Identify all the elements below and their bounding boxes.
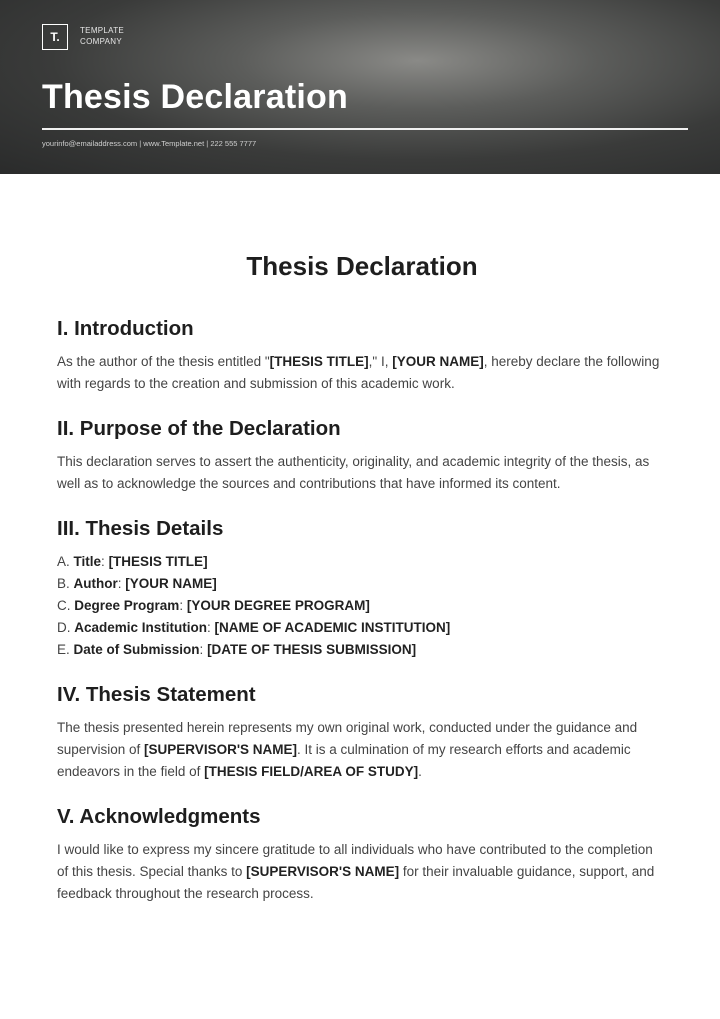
section-heading: IV. Thesis Statement xyxy=(57,683,256,706)
text-run: I would like to express my sincere gratitude to all individuals who have contributed to the completion of this thesis. Special thanks to xyxy=(57,842,653,879)
company-line-2: COMPANY xyxy=(80,37,122,46)
detail-label: Degree Program xyxy=(74,598,180,613)
list-marker: A. xyxy=(57,554,70,569)
text-run: . It is a culmination of my research efforts and academic endeavors in the field of xyxy=(57,742,631,779)
placeholder-supervisor-name: [SUPERVISOR'S NAME] xyxy=(246,864,400,879)
section-introduction xyxy=(57,317,667,395)
contact-email[interactable]: yourinfo@emailaddress.com xyxy=(42,139,138,148)
list-marker: D. xyxy=(57,620,71,635)
contact-phone: 222 555 7777 xyxy=(210,139,257,148)
section-heading: III. Thesis Details xyxy=(57,517,224,540)
list-item: D. Academic Institution: [NAME OF ACADEMIC INSTITUTION] xyxy=(57,620,451,635)
placeholder-thesis-field: [THESIS FIELD/AREA OF STUDY] xyxy=(204,764,419,779)
text-run: The thesis presented herein represents my own original work, conducted under the guidance and supervision of xyxy=(57,720,638,757)
details-list xyxy=(57,551,667,661)
logo-letter: T. xyxy=(50,30,60,44)
section-heading: II. Purpose of the Declaration xyxy=(57,417,341,440)
section-paragraph xyxy=(57,351,667,395)
document-title: Thesis Declaration xyxy=(246,251,478,281)
list-marker: C. xyxy=(57,598,71,613)
section-purpose xyxy=(57,417,667,495)
detail-label: Title xyxy=(73,554,102,569)
detail-label: Author xyxy=(73,576,118,591)
section-acknowledgments xyxy=(57,805,667,905)
company-line-1: TEMPLATE xyxy=(80,26,125,35)
contact-separator: | xyxy=(139,139,142,148)
list-marker: B. xyxy=(57,576,70,591)
text-run: As the author of the thesis entitled " xyxy=(57,354,270,369)
detail-value: [THESIS TITLE] xyxy=(108,554,208,569)
contact-website[interactable]: www.Template.net xyxy=(143,139,205,148)
section-heading: I. Introduction xyxy=(57,317,194,340)
text-run: ," I, xyxy=(368,354,393,369)
company-name xyxy=(80,25,200,47)
section-heading: V. Acknowledgments xyxy=(57,805,261,828)
company-logo-icon xyxy=(42,24,68,50)
placeholder-your-name: [YOUR NAME] xyxy=(392,354,484,369)
contact-separator: | xyxy=(206,139,209,148)
detail-value: [NAME OF ACADEMIC INSTITUTION] xyxy=(214,620,451,635)
text-run: , hereby declare the following with regards to the creation and submission of this academic work. xyxy=(57,354,660,391)
section-thesis-details xyxy=(57,517,667,661)
list-marker: E. xyxy=(57,642,70,657)
detail-value: [DATE OF THESIS SUBMISSION] xyxy=(207,642,417,657)
text-run: for their invaluable guidance, support, and feedback throughout the research process. xyxy=(57,864,655,901)
detail-value: [YOUR DEGREE PROGRAM] xyxy=(186,598,370,613)
list-item: A. Title: [THESIS TITLE] xyxy=(57,554,208,569)
list-item: E. Date of Submission: [DATE OF THESIS SUBMISSION] xyxy=(57,642,417,657)
section-thesis-statement xyxy=(57,683,667,783)
header-banner xyxy=(0,0,720,174)
list-item: B. Author: [YOUR NAME] xyxy=(57,576,217,591)
detail-label: Academic Institution xyxy=(74,620,208,635)
detail-label: Date of Submission xyxy=(73,642,200,657)
placeholder-thesis-title: [THESIS TITLE] xyxy=(269,354,369,369)
section-paragraph: This declaration serves to assert the authenticity, originality, and academic integrity of the thesis, as well as to acknowledge the sources and contributions that have informed its content. xyxy=(57,454,650,491)
header-divider xyxy=(42,128,688,130)
contact-line xyxy=(42,139,256,148)
section-paragraph xyxy=(57,839,667,905)
document-body xyxy=(57,246,667,905)
detail-value: [YOUR NAME] xyxy=(125,576,217,591)
section-paragraph xyxy=(57,717,667,783)
list-item: C. Degree Program: [YOUR DEGREE PROGRAM] xyxy=(57,598,370,613)
header-title: Thesis Declaration xyxy=(42,78,348,116)
placeholder-supervisor-name: [SUPERVISOR'S NAME] xyxy=(144,742,298,757)
text-run: . xyxy=(418,764,422,779)
